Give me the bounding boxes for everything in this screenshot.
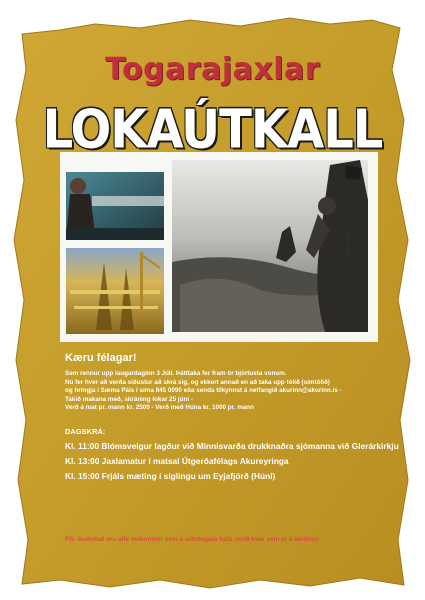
photo-caption: MAR 1993 [344,232,350,256]
ps-note: PS: Auðvitað eru allir velkommir sem á síðutogara hafa verið hvar sem er á landinu! [65,536,320,543]
paragraph-line: Verð á mat pr. mann kr. 2500 - Verð með Húna kr. 1000 pr. mann [65,404,254,412]
schedule-item: Kl. 13:00 Jaxlamatur í matsal Útgerðafélags Akureyringa [65,455,289,466]
watermark-text: islandsnet.is [28,10,84,21]
poster-body [65,352,399,484]
schedule-item: Kl. 11:00 Blómsveigur lagður við Minnisvarða drukknaðra sjómanna við Glerárkirkju [65,440,399,451]
crew-photo [66,172,164,240]
poster-title: LOKAÚTKALL [42,98,383,161]
paragraph-line: Takið makana með, skráning lokar 25 júní - [65,395,193,403]
schedule-heading: DAGSKRÁ: [65,426,106,436]
paragraph-line: Sem rennur upp laugardaginn 3 Júlí. Þátttaka fer fram ör bjórtusta vonum. [65,370,287,377]
rig-photo [66,248,164,334]
paragraph-line: Nú fer hver að verða síðustur að skrá sig, og ekkert annað en að taka upp tólið (símtólið) [65,378,330,386]
main-photo [172,160,368,332]
poster-subtitle: Togarajaxlar [104,52,321,87]
greeting-heading: Kæru félagar! [65,352,137,364]
paragraph-line: og hringja í Sæma Páls í síma 845 0090 eða senda tilkynnst á netfangið akurinn@akurinn.is - [65,387,342,395]
schedule-item: Kl. 15:00 Frjáls mæting í siglingu um Eyjafjörð (Húni) [65,470,276,481]
